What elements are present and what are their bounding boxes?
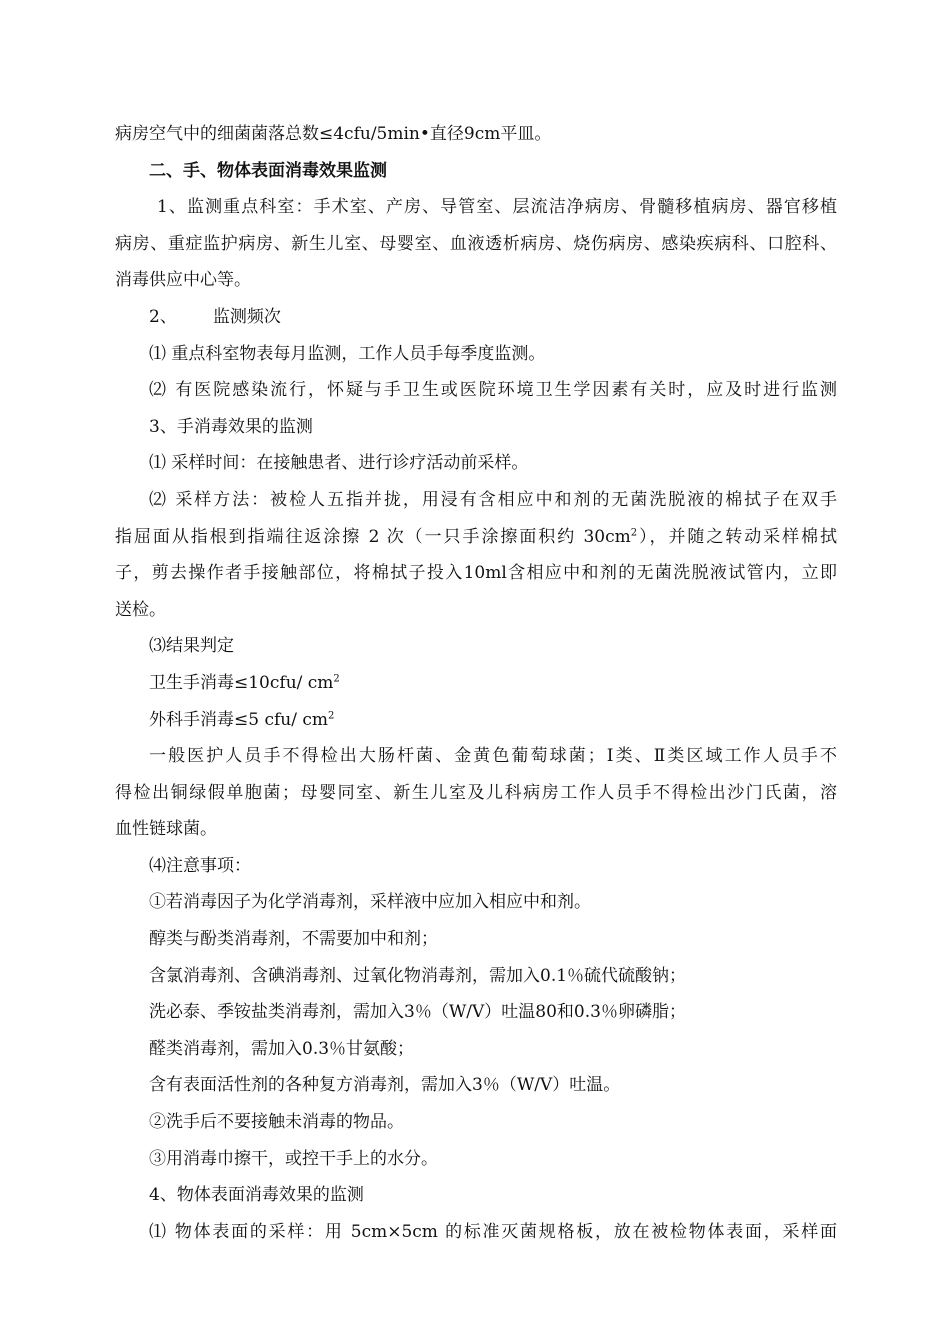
paragraph-line: 得检出铜绿假单胞菌；母婴同室、新生儿室及儿科病房工作人员手不得检出沙门氏菌，溶 (115, 782, 837, 803)
paragraph-line: 洗必泰、季铵盐类消毒剂，需加入3％（W/V）吐温80和0.3％卵磷脂； (149, 1002, 686, 1023)
subheading-line (115, 299, 837, 336)
text-span: 卫生手消毒≤10cfu/ cm (149, 672, 334, 693)
paragraph-line: ①若消毒因子为化学消毒剂，采样液中应加入相应中和剂。 (149, 892, 591, 913)
paragraph-line (115, 519, 837, 556)
paragraph-line (115, 702, 837, 739)
text-span: 外科手消毒≤5 cfu/ cm (149, 709, 328, 730)
paragraph-line: ⑴ 重点科室物表每月监测，工作人员手每季度监测。 (149, 343, 546, 364)
superscript: 2 (328, 709, 335, 721)
paragraph-line: ⑴ 采样时间：在接触患者、进行诊疗活动前采样。 (149, 453, 529, 474)
paragraph-line: 血性链球菌。 (115, 819, 217, 840)
subheading-text: 监测频次 (212, 306, 281, 327)
paragraph-line: 一般医护人员手不得检出大肠杆菌、金黄色葡萄球菌；Ⅰ类、Ⅱ类区域工作人员手不 (149, 746, 837, 767)
paragraph-line: ②洗手后不要接触未消毒的物品。 (149, 1112, 404, 1133)
superscript: 2 (333, 673, 340, 685)
paragraph-line: 含氯消毒剂、含碘消毒剂、过氧化物消毒剂，需加入0.1％硫代硫酸钠； (149, 965, 687, 986)
text-span: ），并随之转动采样棉拭 (637, 526, 837, 547)
paragraph-line: 醇类与酚类消毒剂，不需要加中和剂； (149, 929, 438, 950)
paragraph-line: ⑵ 采样方法：被检人五指并拢，用浸有含相应中和剂的无菌洗脱液的棉拭子在双手 (149, 489, 837, 510)
paragraph-line: 病房、重症监护病房、新生儿室、母婴室、血液透析病房、烧伤病房、感染疾病科、口腔科、 (115, 233, 837, 254)
paragraph-line: ⑵ 有医院感染流行，怀疑与手卫生或医院环境卫生学因素有关时，应及时进行监测 (149, 380, 837, 401)
paragraph-line: 醛类消毒剂，需加入0.3％甘氨酸； (149, 1038, 415, 1059)
document-page (115, 116, 837, 1250)
paragraph-line: 含有表面活性剂的各种复方消毒剂，需加入3％（W/V）吐温。 (149, 1075, 621, 1096)
superscript: 2 (630, 526, 638, 538)
paragraph-line: 1、监测重点科室：手术室、产房、导管室、层流洁净病房、骨髓移植病房、器官移植 (157, 197, 837, 218)
text-span: 指屈面从指根到指端往返涂擦 2 次（一只手涂擦面积约 30cm (115, 526, 631, 547)
paragraph-line (115, 665, 837, 702)
subheading-line: 4、物体表面消毒效果的监测 (149, 1185, 364, 1206)
paragraph-line: 消毒供应中心等。 (115, 270, 251, 291)
subheading-line: 3、手消毒效果的监测 (149, 416, 313, 437)
paragraph-line: ⑴ 物体表面的采样：用 5cm×5cm 的标准灭菌规格板，放在被检物体表面，采样面 (149, 1221, 837, 1242)
paragraph-line: 送检。 (115, 599, 166, 620)
paragraph-line: 子，剪去操作者手接触部位，将棉拭子投入10ml含相应中和剂的无菌洗脱液试管内，立即 (115, 563, 837, 584)
paragraph-line: ③用消毒巾擦干，或控干手上的水分。 (149, 1148, 438, 1169)
section-heading: 二、手、物体表面消毒效果监测 (149, 160, 387, 181)
paragraph-line: 病房空气中的细菌菌落总数≤4cfu/5min•直径9cm平皿。 (115, 124, 552, 144)
subheading-line: ⑶结果判定 (149, 636, 234, 657)
subheading-line: ⑷注意事项： (149, 855, 251, 876)
item-number: 2、 (149, 306, 177, 327)
